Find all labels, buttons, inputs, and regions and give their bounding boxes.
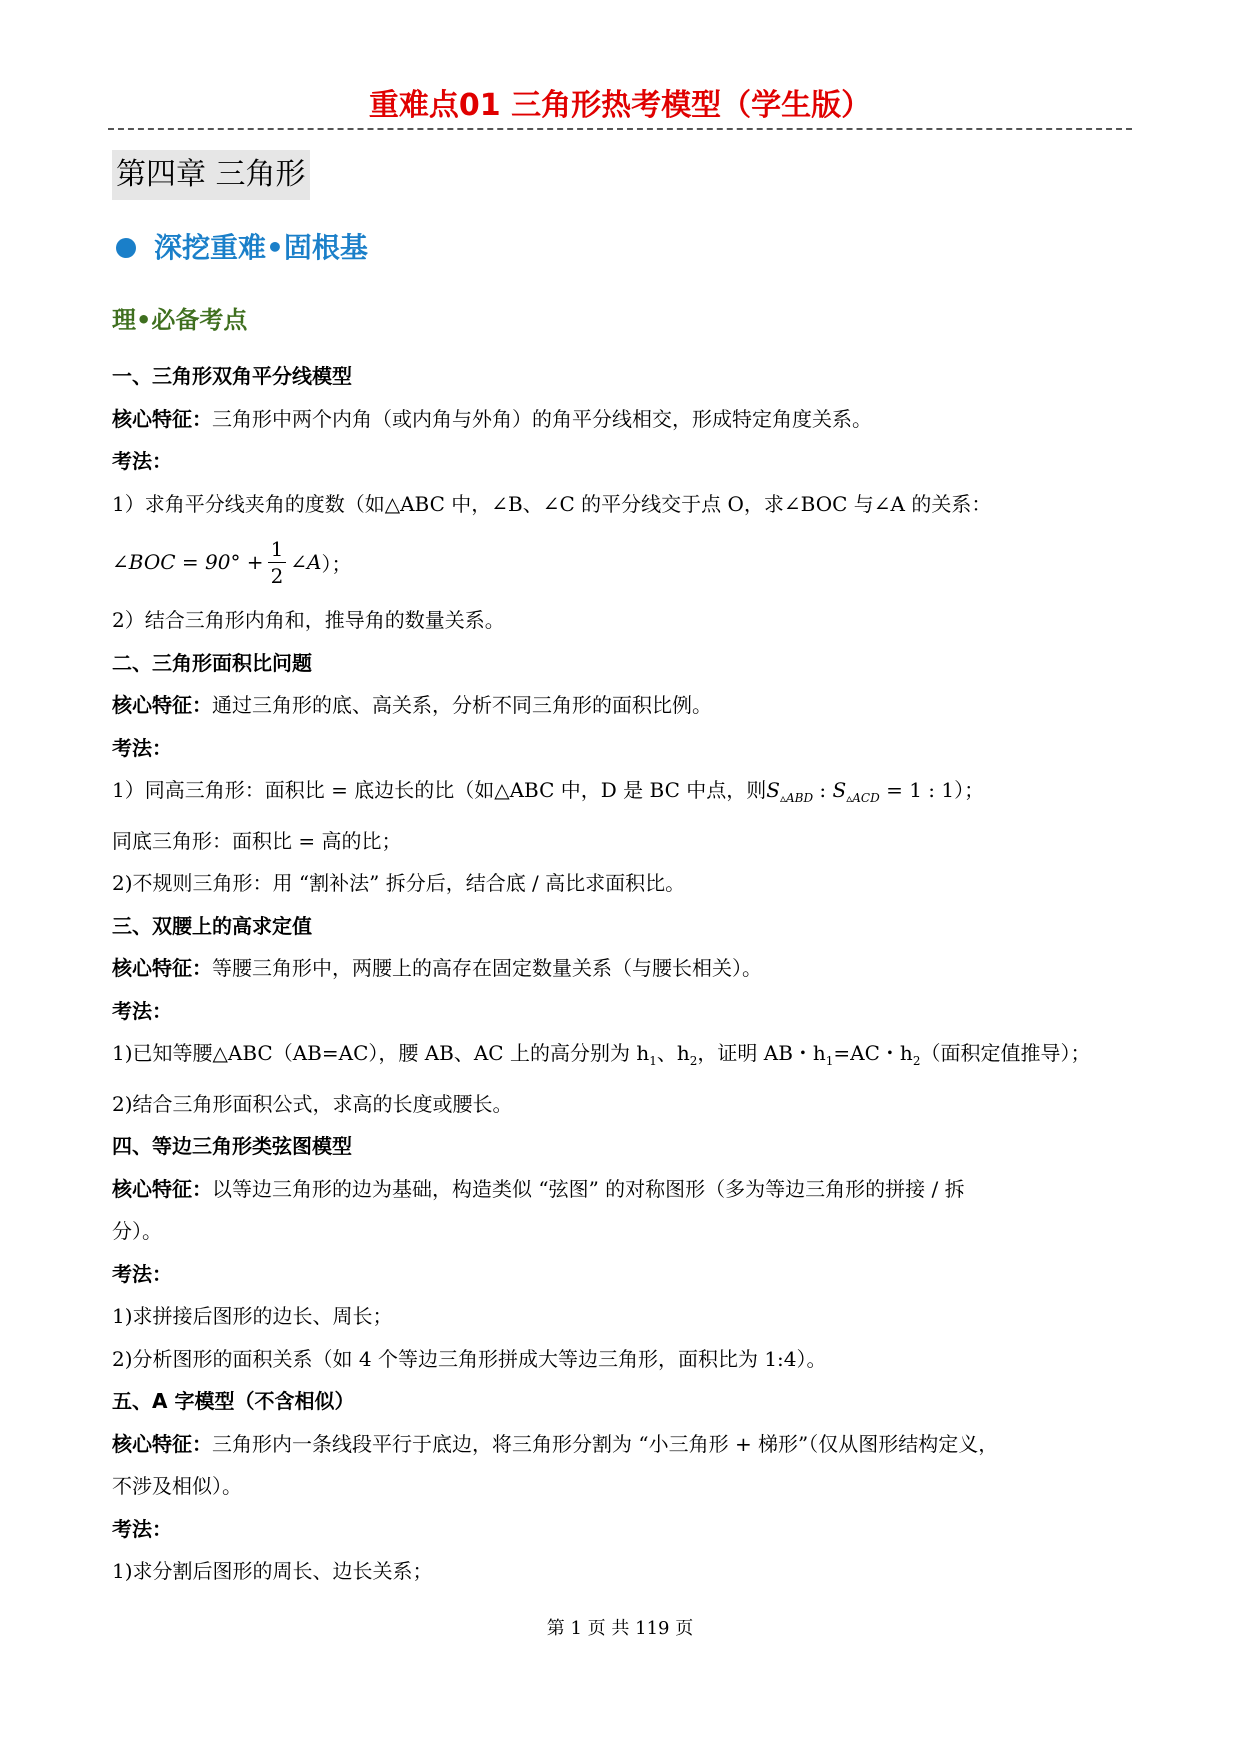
method-label: 考法： [112, 449, 172, 473]
area-symbol: S [766, 778, 780, 802]
method-item: 2)结合三角形面积公式，求高的长度或腰长。 [112, 1091, 513, 1116]
area-subscript: ▵ACD [846, 791, 880, 805]
method-item: 同底三角形：面积比 = 高的比； [112, 828, 402, 853]
core-label: 核心特征： [112, 956, 212, 980]
area-symbol: S [832, 778, 847, 802]
core-text: 三角形中两个内角（或内角与外角）的角平分线相交，形成特定角度关系。 [212, 406, 872, 431]
core-feature [112, 947, 1124, 990]
core-label: 核心特征： [112, 1431, 212, 1456]
formula [112, 525, 1124, 599]
core-feature [112, 1168, 1124, 1211]
area-subscript: ▵ABD [779, 791, 814, 805]
method-text: 、h [656, 1041, 690, 1065]
core-feature [112, 1423, 1124, 1466]
method-text: 1)已知等腰△ABC（AB=AC），腰 AB、AC 上的高分别为 h [112, 1041, 650, 1065]
method-item: 1）求角平分线夹角的度数（如△ABC 中，∠B、∠C 的平分线交于点 O，求∠BOC 与∠A 的关系： [112, 491, 992, 516]
core-text: 等腰三角形中，两腰上的高存在固定数量关系（与腰长相关）。 [212, 956, 762, 980]
core-text-continued: 不涉及相似）。 [112, 1474, 242, 1498]
method-text: ，证明 AB・h [697, 1041, 826, 1065]
topic-title: 一、三角形双角平分线模型 [112, 364, 352, 388]
topic-title: 四、等边三角形类弦图模型 [112, 1134, 352, 1158]
method-item [112, 1032, 1124, 1083]
bullet-icon [116, 238, 136, 258]
chapter-heading: 第四章 三角形 [112, 150, 310, 200]
core-feature [112, 684, 1124, 727]
method-item: 2）结合三角形内角和，推导角的数量关系。 [112, 608, 505, 632]
core-text: 以等边三角形的边为基础，构造类似 “弦图” 的对称图形（多为等边三角形的拼接 / 拆 [212, 1176, 965, 1201]
section-heading: 深挖重难•固根基 [154, 231, 368, 264]
method-label: 考法： [112, 1516, 172, 1541]
method-text: =AC・h [833, 1041, 913, 1065]
document-body [112, 355, 1124, 1593]
fraction-denominator: 2 [270, 563, 284, 588]
core-label: 核心特征： [112, 1176, 212, 1201]
core-label: 核心特征： [112, 693, 212, 717]
page-title: 重难点01 三角形热考模型（学生版） [368, 88, 872, 123]
subscript: 2 [912, 1054, 921, 1068]
formula-tail: ）； [321, 551, 352, 576]
fraction-numerator: 1 [268, 536, 287, 563]
core-label: 核心特征： [112, 406, 212, 431]
subscript: 2 [689, 1054, 698, 1068]
method-label: 考法： [112, 735, 172, 760]
core-text: 三角形内一条线段平行于底边，将三角形分割为 “小三角形 + 梯形”（仅从图形结构定义， [212, 1431, 999, 1456]
method-item: 1)求分割后图形的周长、边长关系； [112, 1559, 433, 1583]
method-text: （面积定值推导）； [920, 1041, 1091, 1065]
topic-title: 二、三角形面积比问题 [112, 650, 312, 675]
core-feature [112, 398, 1124, 441]
formula-left: ∠BOC = 90° + [112, 550, 264, 574]
core-text-continued: 分）。 [112, 1219, 162, 1243]
subscript: 1 [649, 1054, 657, 1068]
method-label: 考法： [112, 998, 172, 1023]
topic-title: 五、A 字模型（不含相似） [112, 1389, 355, 1413]
subsection-heading: 理•必备考点 [112, 306, 248, 334]
method-item: 1)求拼接后图形的边长、周长； [112, 1304, 393, 1328]
subscript: 1 [825, 1054, 834, 1068]
method-text-end: ）； [954, 778, 985, 802]
method-item: 2)不规则三角形：用 “割补法” 拆分后，结合底 / 高比求面积比。 [112, 871, 686, 895]
ratio-colon: : [813, 778, 833, 802]
header-divider [108, 128, 1132, 130]
core-text: 通过三角形的底、高关系，分析不同三角形的面积比例。 [212, 693, 712, 717]
formula-right: ∠A [290, 550, 322, 574]
topic-title: 三、双腰上的高求定值 [112, 913, 312, 938]
method-label: 考法： [112, 1261, 172, 1286]
page-number: 第 1 页 共 119 页 [546, 1618, 694, 1639]
ratio-value: = 1 : 1 [879, 778, 955, 802]
fraction [268, 536, 287, 589]
method-item [112, 769, 1124, 820]
method-item: 2)分析图形的面积关系（如 4 个等边三角形拼成大等边三角形，面积比为 1:4）。 [112, 1346, 827, 1371]
method-text: 1）同高三角形：面积比 = 底边长的比（如△ABC 中，D 是 BC 中点，则 [112, 778, 767, 802]
